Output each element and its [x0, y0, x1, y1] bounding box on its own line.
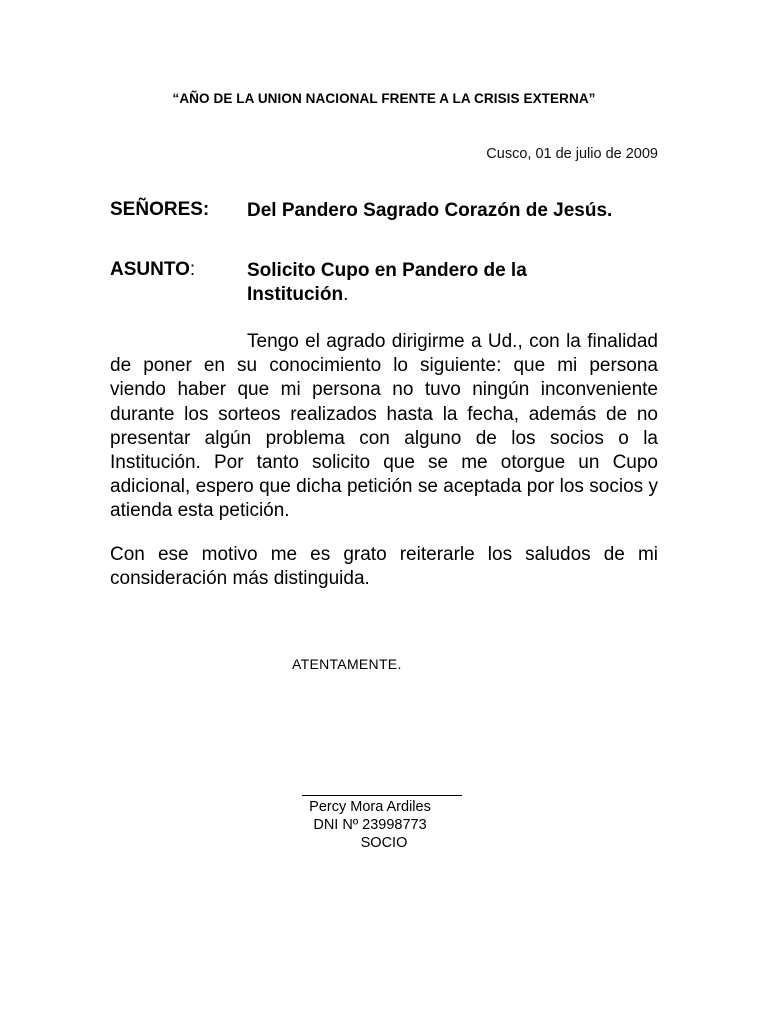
subject-value [247, 259, 577, 307]
subject-value-line-1: Solicito Cupo en Pandero de la [247, 260, 527, 281]
year-motto-heading: “AÑO DE LA UNION NACIONAL FRENTE A LA CRISIS EXTERNA” [172, 91, 596, 106]
recipient-value: Del Pandero Sagrado Corazón de Jesús. [247, 200, 613, 221]
signer-role: SOCIO [360, 835, 408, 851]
signature-line [302, 795, 462, 796]
body-paragraph-1: Tengo el agrado dirigirme a Ud., con la finalidad de poner en su conocimiento lo siguiente: que mi persona viendo haber que mi persona no tuvo ningún inconveniente durante los sorteos realizados hasta la fecha, además de no presentar algún problema con alguno de los socios o la Institución. Por tanto solicito que se me otorgue un Cupo adicional, espero que dicha petición se aceptada por los socios y atienda esta petición. [110, 331, 658, 522]
recipient-label: SEÑORES: [110, 199, 210, 220]
subject-label-text: ASUNTO [110, 259, 190, 280]
subject-value-line-2 [247, 283, 577, 307]
date-line: Cusco, 01 de julio de 2009 [486, 146, 658, 162]
subject-label-colon: : [189, 259, 196, 280]
signer-name: Percy Mora Ardiles [309, 799, 431, 815]
closing-salutation: ATENTAMENTE. [292, 656, 402, 672]
subject-value-line-2-text: Institución [247, 284, 344, 305]
subject-value-period: . [343, 284, 349, 305]
subject-label [110, 259, 195, 281]
signer-dni: DNI Nº 23998773 [313, 817, 427, 833]
body-paragraph-2: Con ese motivo me es grato reiterarle los saludos de mi consideración más distinguida. [110, 544, 658, 590]
